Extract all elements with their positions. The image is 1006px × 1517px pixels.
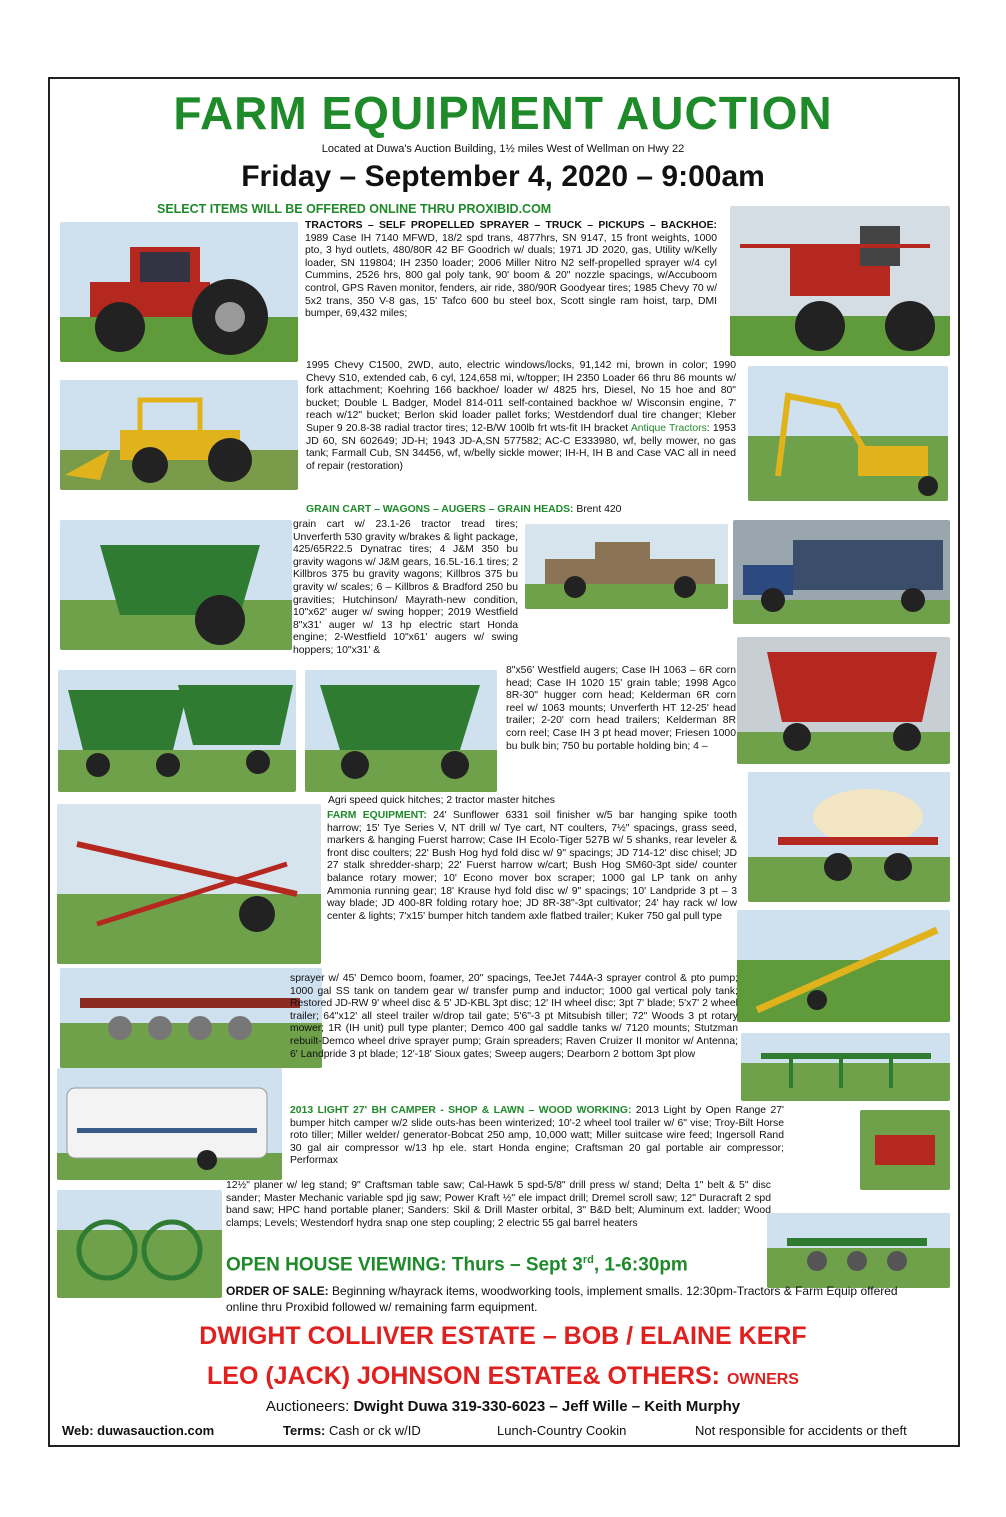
owners-line-2 [0, 1362, 1006, 1391]
camper-block [290, 1105, 784, 1168]
yellow-backhoe-attachment-photo [748, 366, 948, 501]
tractors-text-1: 1989 Case IH 7140 MFWD, 18/2 spd trans, 4877hrs, SN 9147, 15 front weights, 1000 pto, 3 hyd outlets, 480/80R 42 BF Goodrich w/ duals; 1971 JD 2020, gas, Utility w/Kelly loader, SN 119804; IH 2350 loader; 2006 Miller Nitro N2 self-propelled sprayer w/4 cyl Cummins, 2526 hrs, 800 gal poly tank, 90' boom & 20" nozzle spacings, w/Accuboom control, GPS Raven monitor, fenders, air ride, 380/90R Goodyear tires; 1985 Chevy 70 w/ 5x2 trans, 350 V-8 gas, 15' Tafco 600 bu steel box, Scott single ram hoist, tarp, DMI bumper, 69,432 miles; [305, 232, 717, 320]
footer-lunch: Lunch-Country Cookin [497, 1423, 627, 1438]
green-grain-cart-photo [60, 520, 292, 650]
owners-line-1: DWIGHT COLLIVER ESTATE – BOB / ELAINE KERF [199, 1322, 807, 1350]
camper-block-2 [226, 1180, 771, 1230]
red-tractor-photo [60, 222, 298, 362]
grain-text-block-4 [328, 795, 738, 808]
grain-auger-photo [737, 910, 950, 1022]
gravity-wagons-photo [58, 670, 296, 792]
grain-text-4: Agri speed quick hitches; 2 tractor master hitches [328, 795, 555, 806]
gravity-wagon-photo [305, 670, 497, 792]
tractors-text-2: 1995 Chevy C1500, 2WD, auto, electric windows/locks, 91,142 mi, brown in color; 1990 Chevy S10, extended cab, 6 cyl, 124,658 mi, w/topper; IH 2350 Loader 66 thru 86 mounts w/ fork attachment; Koehring 166 backhoe/ loader w/ 4825 hrs, Diesel, No 15 hoe and 80" bucket; Double L Badger, Model 814-011 self-contained backhoe w/ Wisconsin engine, 7' reach w/12" bucket; Berlon skid loader pallet forks; Westdendorf dual tire changer; Kleber Super 9 20.8-38 radial tractor tires; 12-B/W 100lb frt wts-fit IH bracket [306, 360, 736, 434]
auctioneers-label: Auctioneers: [265, 1398, 350, 1415]
auction-date: Friday – September 4, 2020 – 9:00am [241, 160, 765, 193]
open-house-text: OPEN HOUSE VIEWING: Thurs – Sept 3 [226, 1254, 583, 1276]
green-disc-photo [767, 1213, 950, 1288]
grain-heading: GRAIN CART – WAGONS – AUGERS – GRAIN HEADS: [306, 504, 574, 515]
rotary-tiller-photo [860, 1110, 950, 1190]
web-label: Web: [62, 1423, 94, 1438]
farm-text-1: 24' Sunflower 6331 soil finisher w/5 bar hanging spike tooth harrow; 15' Tye Series V, NT drill w/ Tye cart, NT coulters, 7½" spacings, grass seed, markers & hanging Fuerst harrow; Case IH Ecolo-Tiger 527B w/ 5 shanks, rear leveler & front disc coulters; 22' Bush Hog hyd fold disc w/ 9" spacings; JD 714-12' disc chisel; JD 27 stalk shredder-sharp; 22' Fuerst harrow w/cart; Bush Hog SM60-3pt side/ counter balance rotary mower; 10' Econo mover box scraper; 1000 gal LP tank on anhy Ammonia running gear; 18' Krause hyd fold disc w/ 9" spacings; 10' Landpride 3 pt – 3 way blade; JD 400-8R folding rotary hoe; JD 8R-38"-3pt cultivator; 24' hay rack w/ low center & lights; 7'x15' bumper hitch tandem axle flatbed trailer; Kuker 750 gal pull type [327, 810, 738, 922]
farm-equipment-block-2 [290, 973, 738, 1061]
tractors-text-3: : 1953 JD 60, SN 602649; JD-H; 1943 JD-A,SN 577582; AC-C E333980, wf, belly mower, no gas tank; Farmall Cub, SN 34456, wf, w/belly sickle mower; IH-H, IH B and Case VAC all in need of repair (restoration) [306, 422, 736, 472]
camper-text-2: 12½" planer w/ leg stand; 9" Craftsman table saw; Cal-Hawk 5 spd-5/8" drill press w/ stand; Delta 1" belt & 5" disc sander; Master Mechanic variable spd jig saw; Power Kraft ½" ele impact drill; Dremel scroll saw; 12" Duracraft 2 spd band saw; HPC hand portable planer; Sanders: Skil & Drill Master orbital, 3" B&D belt; Aluminum ext. ladder; Wood clamps; Levels; Westendorf hydra snap one step coupling; 2 electric 55 gal barrel heaters [226, 1180, 771, 1229]
web-link[interactable]: duwasauction.com [97, 1423, 215, 1438]
camper-photo [57, 1068, 282, 1180]
open-house-sup: rd [582, 1254, 594, 1266]
terms-text: Cash or ck w/ID [329, 1423, 421, 1438]
camper-heading: 2013 LIGHT 27' BH CAMPER - SHOP & LAWN – WOOD WORKING: [290, 1105, 632, 1116]
open-house-viewing [226, 1254, 688, 1276]
disc-harrow-photo [60, 968, 322, 1068]
grain-text-block-3 [506, 665, 736, 753]
order-label: ORDER OF SALE: [226, 1284, 329, 1298]
red-gravity-wagon-photo [737, 637, 950, 764]
grain-heading-block [306, 504, 736, 517]
farm-text-2: sprayer w/ 45' Demco boom, foamer, 20" spacings, TeeJet 744A-3 sprayer control & pto pump; 1000 gal SS tank on tandem gear w/ transfer pump and inductor; 1000 gal vertical poly tank; Restored JD-RW 9' wheel disc & 5' JD-KBL 3pt disc; 12' IH wheel disc; 3pt 7' blade; 5'x7' 2 wheel trailer; 64"x12' all steel trailer w/drop tail gate; 5'6"-3 pt Mitsubish tiller; 72" Woods 3 pt rotary mower; 1R (IH unit) pull type planter; Demco 400 gal saddle tanks w/ 7120 mounts; Stutzman rebuilt-Demco wheel drive sprayer pump; Grain spreaders; Raven Cruizer II monitor w/ Antenna; 6' Landpride 3 pt blade; 12'-18' Sioux gates; Sweep augers; Dearborn 2 bottom 3pt plow [290, 973, 738, 1060]
owners-label: OWNERS [726, 1371, 799, 1388]
farm-heading: FARM EQUIPMENT: [327, 810, 427, 821]
green-rake-photo [57, 1190, 222, 1298]
auctioneers-names: Dwight Duwa 319-330-6023 – Jeff Wille – Keith Murphy [353, 1398, 741, 1415]
chisel-plow-photo [741, 1033, 950, 1101]
grain-text-2: grain cart w/ 23.1-26 tractor tread tires; Unverferth 530 gravity w/brakes & light package, 425/65R22.5 Dynatrac tires; 4 J&M 350 bu gravity wagons w/ J&M gears, 16.5L-16.1 tires; 2 Killbros 375 bu gravity wagons; Killbros 375 bu gravity w/ scales; 6 – Killbros & Bradford 250 bu gravities; Hutchinson/ Mayrath-new condition, 10"x62' auger w/ swing hopper; 2019 Westfield 8"x31' auger w/ 13 hp electric start Honda engine; 2-Westfield 10"x61' augers w/ swing hoppers; 10"x31' & [293, 519, 518, 656]
grain-text-block-2 [293, 519, 518, 658]
tank-sprayer-photo [748, 772, 950, 902]
tractors-text-block [305, 220, 717, 321]
location-text: Located at Duwa's Auction Building, 1½ miles West of Wellman on Hwy 22 [321, 143, 685, 155]
grain-text-1: Brent 420 [576, 504, 622, 515]
order-of-sale [226, 1283, 926, 1315]
tractors-text-block-2 [306, 360, 736, 473]
footer-disclaimer: Not responsible for accidents or theft [695, 1423, 907, 1438]
field-cultivator-photo [57, 804, 321, 964]
footer-web [62, 1423, 214, 1438]
farm-equipment-block [327, 810, 737, 923]
grain-truck-photo [733, 520, 950, 624]
owners-line-2-text: LEO (JACK) JOHNSON ESTATE& OTHERS: [207, 1362, 721, 1390]
online-notice: SELECT ITEMS WILL BE OFFERED ONLINE THRU PROXIBID.COM [157, 202, 552, 216]
order-text: Beginning w/hayrack items, woodworking tools, implement smalls. 12:30pm-Tractors & Farm Equip offered online thru Proxibid followed w/ remaining farm equipment. [226, 1284, 898, 1314]
backhoe-loader-photo [60, 380, 298, 490]
grain-text-3: 8"x56' Westfield augers; Case IH 1063 – 6R corn head; Case IH 1020 15' grain table; 1998 Agco 8R-30" hugger corn head; Kelderman 6R corn reel w/ 1063 mounts; Unverferth HT 12-25' head trailer; 2-20' corn head trailers; Kelderman 8R corn reel; Case IH 3 pt head mover; Friesen 1000 bu bulk bin; 750 bu portable holding bin; 4 – [506, 665, 736, 752]
antique-tractors-label: Antique Tractors [630, 422, 707, 434]
pickup-truck-photo [525, 524, 728, 609]
footer-terms [283, 1423, 421, 1438]
auctioneers-line [0, 1398, 1006, 1415]
tractors-heading: TRACTORS – SELF PROPELLED SPRAYER – TRUCK – PICKUPS – BACKHOE: [305, 220, 717, 231]
open-house-time: , 1-6:30pm [593, 1254, 688, 1276]
self-propelled-sprayer-photo [730, 206, 950, 356]
flyer-title: FARM EQUIPMENT AUCTION [173, 87, 833, 139]
terms-label: Terms: [283, 1423, 326, 1438]
camper-text-1: 2013 Light by Open Range 27' bumper hitch camper w/2 slide outs-has been winterized; 10'-2 wheel tool trailer w/ 6" vise; Troy-Bilt Horse roto tiller; Miller welder/ generator-Bobcat 250 amp, 10,000 watt; Miller suitcase wire feed; Ingersoll Rand 30 gal air compressor w/13 hp ele. start Honda engine; Craftsman 20 gal portable air compressor; Performax [290, 1105, 784, 1167]
